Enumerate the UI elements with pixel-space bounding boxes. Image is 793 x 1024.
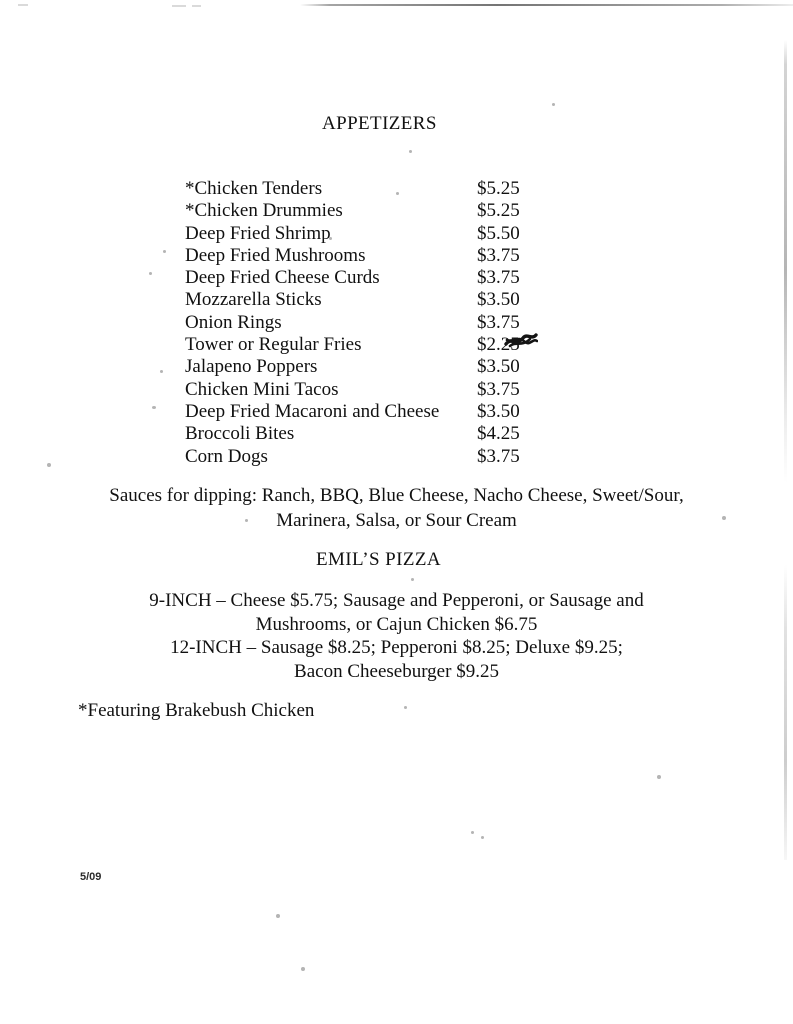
pizza-description-line: 9-INCH – Cheese $5.75; Sausage and Pepperoni, or Sausage and xyxy=(149,590,644,611)
scan-artifact-speck xyxy=(301,967,305,971)
menu-item-row xyxy=(185,356,605,378)
menu-item-row xyxy=(185,178,605,200)
menu-item-price-value: $2.25 xyxy=(477,334,520,356)
menu-item-name: Deep Fried Macaroni and Cheese xyxy=(185,400,440,422)
menu-item-row xyxy=(185,334,605,356)
scan-edge-line-right xyxy=(784,40,787,860)
scan-artifact-speck xyxy=(657,775,661,779)
scan-artifact-speck xyxy=(471,831,474,834)
menu-item-price: $5.50 xyxy=(477,222,520,244)
menu-item-name: Deep Fried Cheese Curds xyxy=(185,267,380,289)
menu-item-name: Corn Dogs xyxy=(185,445,268,467)
menu-item-row xyxy=(185,312,605,334)
menu-item-price: $3.50 xyxy=(477,400,520,422)
menu-item-price: $3.75 xyxy=(477,267,520,289)
menu-item-row xyxy=(185,379,605,401)
menu-item-row xyxy=(185,267,605,289)
scan-artifact-speck xyxy=(276,914,280,918)
menu-item-price: $3.75 xyxy=(477,244,520,266)
menu-item-price: $5.25 xyxy=(477,178,520,199)
menu-item-name: Tower or Regular Fries xyxy=(185,334,362,356)
featuring-footnote: *Featuring Brakebush Chicken xyxy=(78,700,315,721)
scan-artifact-speck xyxy=(409,150,412,153)
scan-artifact-fleck xyxy=(192,5,201,7)
scan-artifact-speck xyxy=(481,836,484,839)
scan-artifact-speck xyxy=(552,103,555,106)
menu-item-name: Deep Fried Shrimp xyxy=(185,222,331,244)
dipping-sauces-note xyxy=(0,483,793,533)
menu-item-name: Jalapeno Poppers xyxy=(185,356,318,378)
pizza-description-line: Bacon Cheeseburger $9.25 xyxy=(294,660,499,682)
menu-item-name: Onion Rings xyxy=(185,311,282,333)
menu-item-price: $3.75 xyxy=(477,311,520,333)
menu-item-name: *Chicken Tenders xyxy=(185,178,323,199)
menu-item-row xyxy=(185,200,605,222)
pizza-description-line: Mushrooms, or Cajun Chicken $6.75 xyxy=(255,613,538,635)
pizza-section-heading: EMIL’S PIZZA xyxy=(316,549,441,570)
scan-artifact-speck xyxy=(47,463,51,467)
menu-item-price: $5.25 xyxy=(477,200,520,222)
menu-item-price: $4.25 xyxy=(477,423,520,445)
pizza-description-lines xyxy=(0,589,793,683)
menu-item-row xyxy=(185,289,605,311)
menu-item-name: *Chicken Drummies xyxy=(185,200,343,222)
scan-artifact-speck xyxy=(163,250,166,253)
menu-item-row xyxy=(185,245,605,267)
appetizer-item-list xyxy=(185,178,605,468)
menu-item-price: $3.50 xyxy=(477,356,520,378)
revision-date-stamp: 5/09 xyxy=(80,871,102,883)
menu-item-name: Broccoli Bites xyxy=(185,423,295,445)
dipping-sauces-line-2: Marinera, Salsa, or Sour Cream xyxy=(276,510,517,531)
menu-item-name: Chicken Mini Tacos xyxy=(185,378,339,400)
scan-artifact-speck xyxy=(411,578,414,581)
menu-item-row xyxy=(185,401,605,423)
scan-artifact-speck xyxy=(160,370,163,373)
scan-edge-line-top xyxy=(300,4,793,6)
scan-artifact-fleck xyxy=(18,4,28,6)
scan-artifact-fleck xyxy=(172,5,186,7)
menu-item-row xyxy=(185,446,605,468)
menu-item-price: $3.75 xyxy=(477,445,520,467)
menu-item-price: $3.75 xyxy=(477,378,520,400)
pizza-description-line: 12-INCH – Sausage $8.25; Pepperoni $8.25; Deluxe $9.25; xyxy=(170,637,623,658)
menu-item-row xyxy=(185,423,605,445)
appetizers-section-heading: APPETIZERS xyxy=(322,113,437,134)
scan-artifact-speck xyxy=(404,706,407,709)
menu-item-price: $3.50 xyxy=(477,289,520,311)
scan-artifact-speck xyxy=(152,406,156,409)
menu-item-name: Deep Fried Mushrooms xyxy=(185,244,366,266)
dipping-sauces-line-1: Sauces for dipping: Ranch, BBQ, Blue Cheese, Nacho Cheese, Sweet/Sour, xyxy=(109,485,684,506)
scan-artifact-speck xyxy=(149,272,152,275)
menu-item-name: Mozzarella Sticks xyxy=(185,289,322,311)
menu-item-price xyxy=(477,334,520,356)
menu-item-row xyxy=(185,223,605,245)
